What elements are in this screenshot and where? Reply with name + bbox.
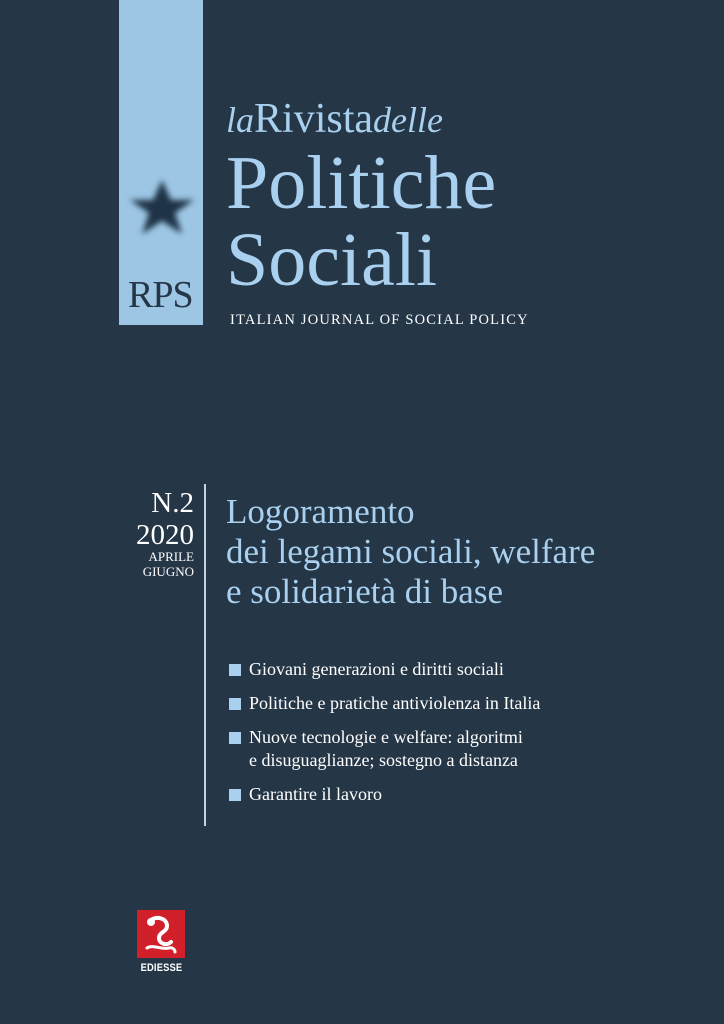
topic-item — [229, 726, 540, 772]
issue-number: N.2 — [151, 487, 194, 519]
topic-item — [229, 658, 540, 681]
issue-month-from: APRILE — [148, 549, 194, 565]
divider-line — [204, 484, 206, 826]
bullet-square-icon — [229, 698, 241, 710]
headline-line: dei legami sociali, welfare — [226, 532, 596, 571]
issue-info — [110, 488, 194, 579]
bullet-square-icon — [229, 789, 241, 801]
topic-text: Nuove tecnologie e welfare: algoritmi — [249, 727, 523, 747]
title-rivista: Rivista — [254, 96, 374, 142]
topic-text: Giovani generazioni e diritti sociali — [249, 659, 504, 679]
publisher-block — [137, 910, 185, 978]
title-delle: delle — [373, 100, 443, 140]
topic-text: Politiche e pratiche antiviolenza in Italia — [249, 693, 541, 713]
bullet-square-icon — [229, 664, 241, 676]
issue-year: 2020 — [136, 518, 194, 551]
bullet-square-icon — [229, 732, 241, 744]
journal-acronym: RPS — [128, 274, 193, 316]
publisher-name: EDIESSE — [140, 962, 183, 974]
title-sociali: Sociali — [226, 218, 438, 302]
journal-subtitle: ITALIAN JOURNAL OF SOCIAL POLICY — [230, 312, 529, 328]
issue-headline — [226, 492, 595, 612]
star-icon — [124, 176, 200, 238]
topic-item — [229, 692, 540, 715]
headline-line: Logoramento — [226, 492, 415, 531]
issue-month-to: GIUGNO — [142, 563, 194, 579]
topics-list — [229, 658, 540, 817]
title-politiche: Politiche — [226, 141, 497, 225]
headline-line: e solidarietà di base — [226, 572, 503, 611]
ediesse-logo-icon — [137, 910, 185, 958]
title-la-rivista-delle — [226, 98, 443, 140]
title-la: la — [226, 100, 255, 140]
topic-text: Garantire il lavoro — [249, 784, 382, 804]
topic-text: e disuguaglianze; sostegno a distanza — [249, 750, 518, 770]
topic-item — [229, 783, 540, 806]
